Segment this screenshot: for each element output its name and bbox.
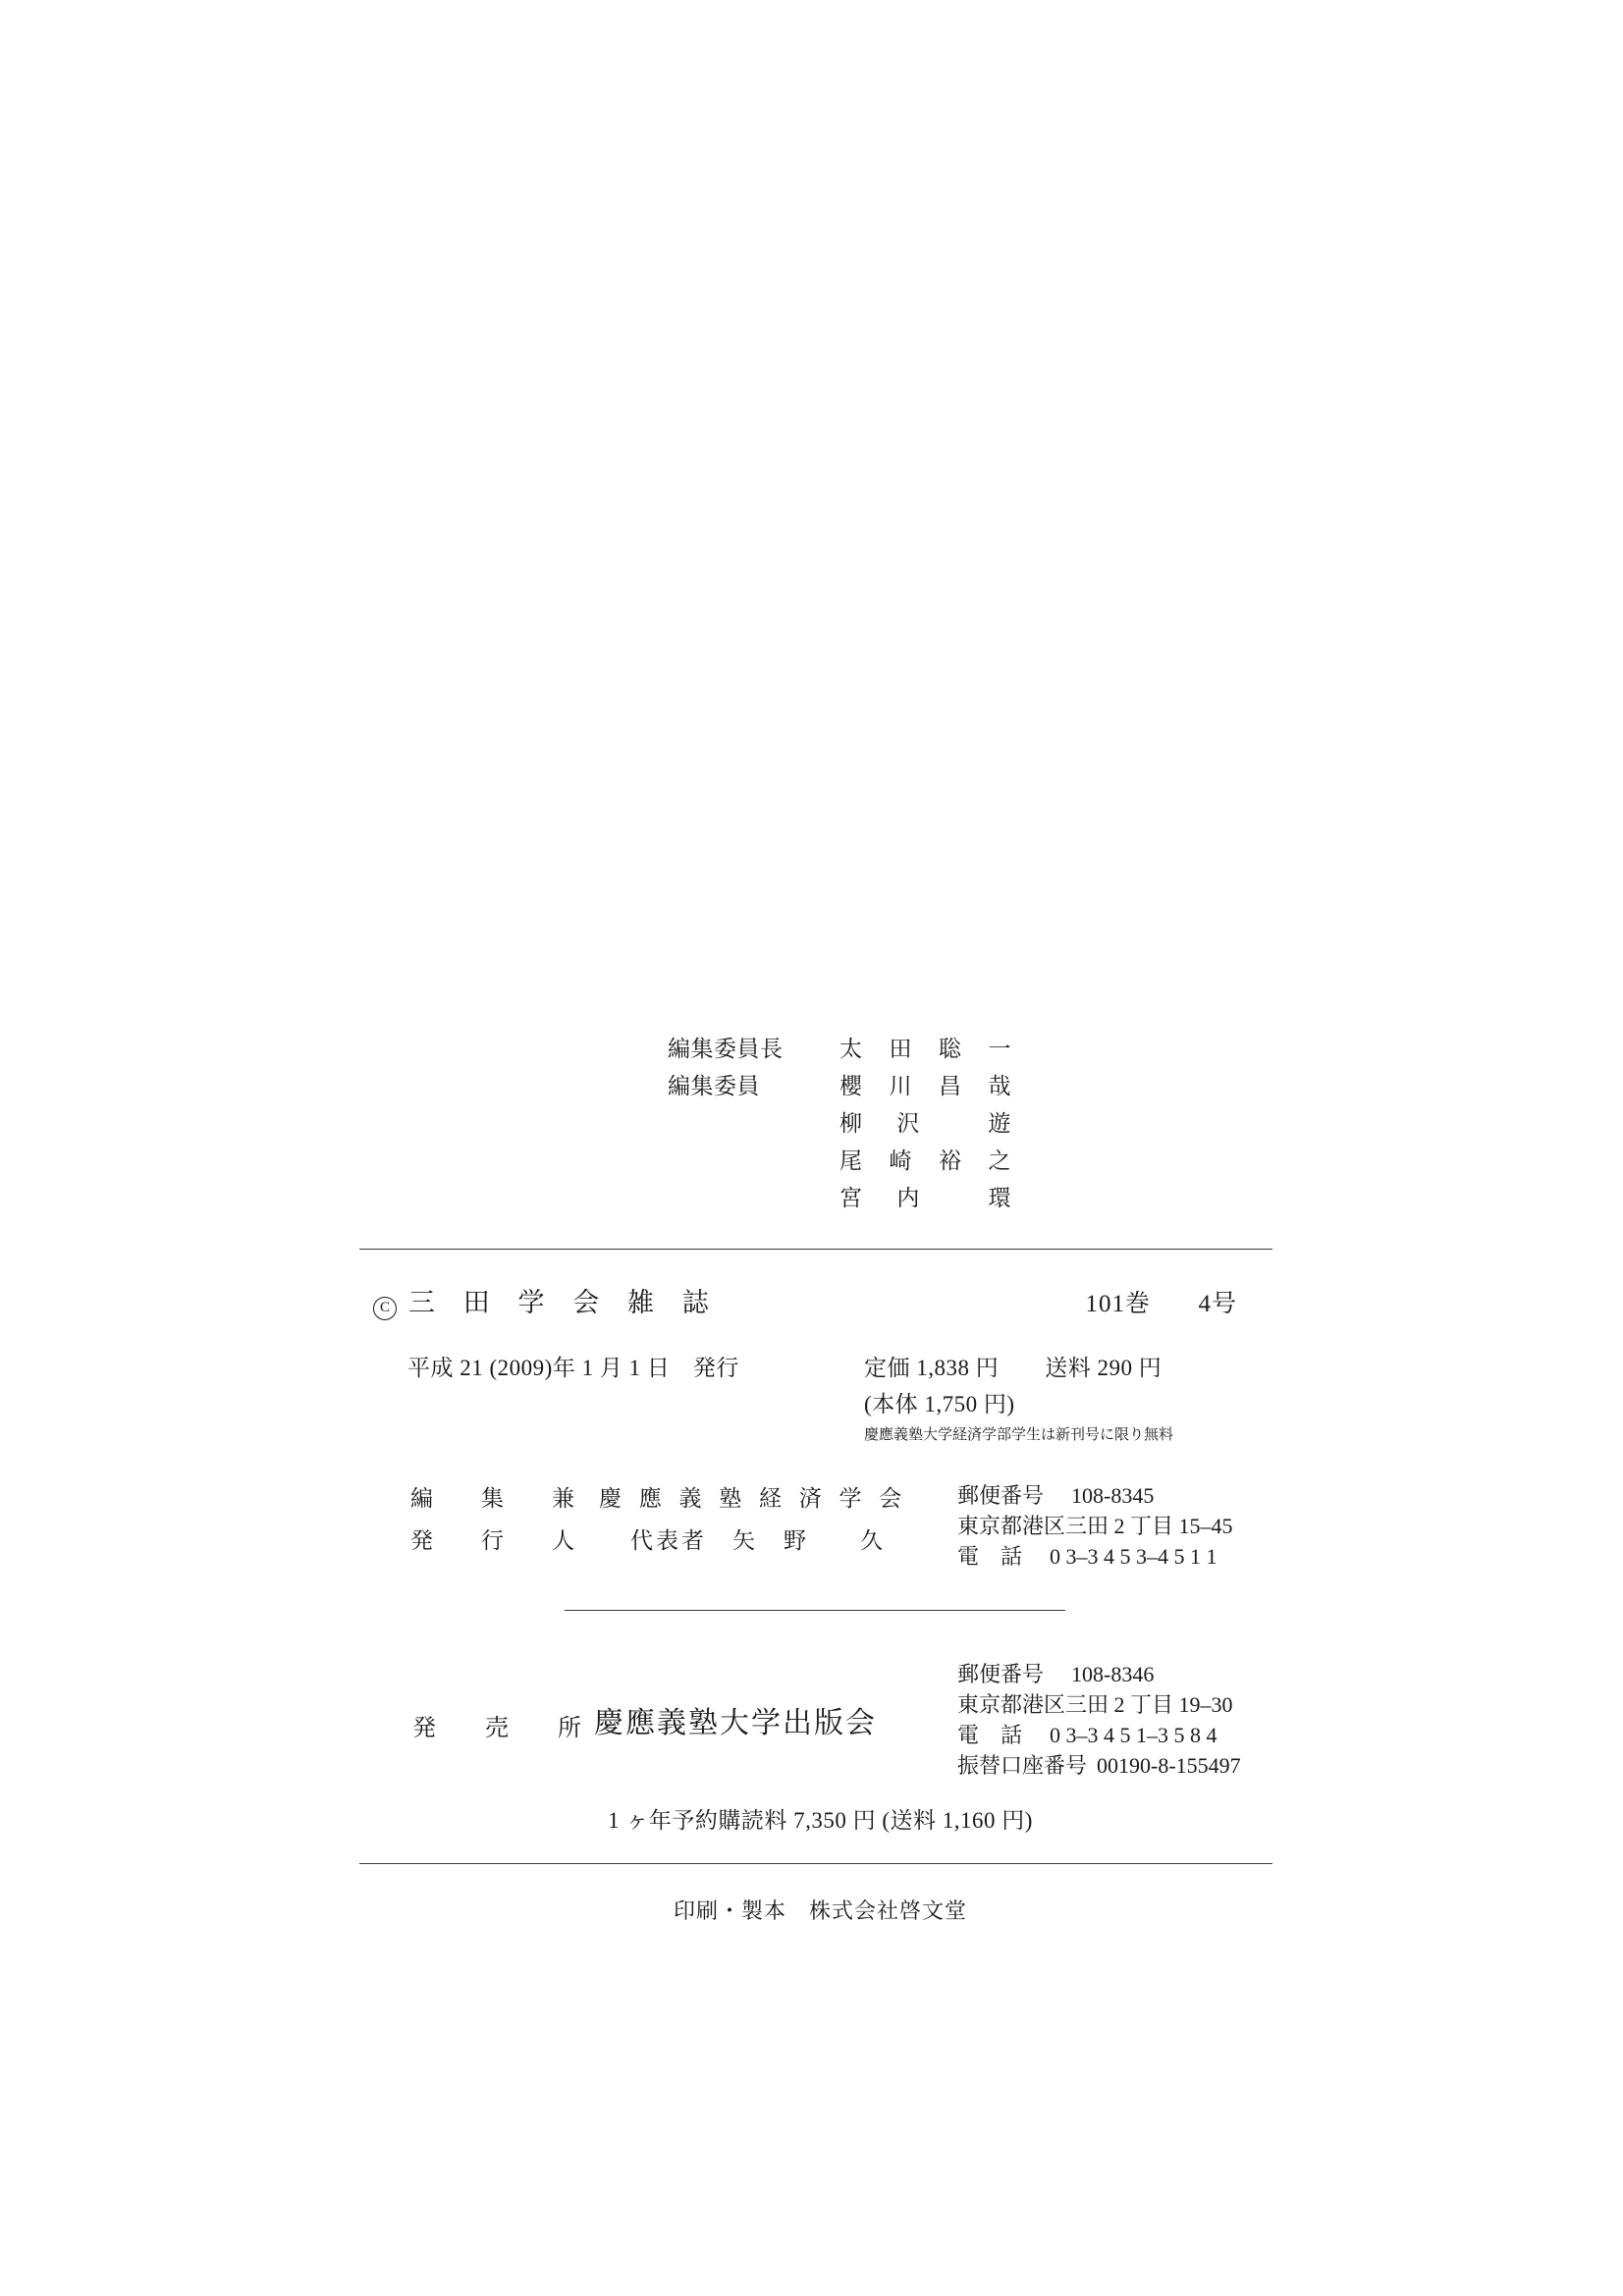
price-base: (本体 1,750 円)	[864, 1392, 1015, 1416]
board-row	[668, 1143, 1080, 1180]
seller-address: 東京都港区三田 2 丁目 19–30	[957, 1692, 1233, 1717]
publisher-label-line2: 発 行 人	[410, 1528, 587, 1553]
board-member-name	[839, 1031, 1011, 1063]
name-char: 櫻	[839, 1074, 863, 1098]
divider-top	[359, 1249, 1272, 1250]
name-char: 裕	[939, 1148, 962, 1173]
board-member-name	[839, 1143, 1011, 1175]
divider-middle	[565, 1610, 1065, 1611]
board-member-name	[839, 1180, 1011, 1212]
publisher-address: 東京都港区三田 2 丁目 15–45	[957, 1514, 1233, 1538]
publisher-label-line1: 編 集 兼	[410, 1486, 587, 1511]
board-row	[668, 1180, 1080, 1217]
board-member-name	[839, 1068, 1011, 1100]
name-char: 聡	[939, 1037, 962, 1061]
name-char: 田	[889, 1037, 912, 1061]
seller-name: 慶應義塾大学出版会	[594, 1707, 877, 1739]
postal-code: 108-8345	[1071, 1483, 1155, 1508]
seller-postal	[957, 1659, 1241, 1689]
copyright-icon: C	[373, 1297, 397, 1320]
publisher-representative: 代表者 矢 野 久	[630, 1528, 886, 1553]
name-char: 哉	[988, 1074, 1011, 1098]
volume-number: 101巻	[1085, 1291, 1151, 1317]
phone-number: 0 3–3 4 5 3–4 5 1 1	[1050, 1544, 1217, 1569]
subscription-rate: 1 ヶ年予約購読料 7,350 円 (送料 1,160 円)	[608, 1808, 1033, 1833]
board-role: 編集委員長	[668, 1037, 784, 1061]
name-char: 環	[988, 1186, 1011, 1210]
seller-label: 発 売 所	[412, 1716, 594, 1741]
editorial-board	[668, 1031, 1080, 1217]
price-block	[864, 1350, 1173, 1444]
board-row	[668, 1105, 1080, 1143]
name-char: 宮	[839, 1186, 863, 1210]
board-role: 編集委員	[668, 1074, 760, 1098]
name-char: 之	[988, 1148, 1011, 1173]
name-char: 遊	[988, 1111, 1011, 1136]
name-char: 沢	[896, 1111, 920, 1136]
phone-label: 電 話	[957, 1544, 1023, 1569]
name-char: 内	[896, 1186, 920, 1210]
seller-phone	[957, 1720, 1241, 1750]
printer-info: 印刷・製本 株式会社啓文堂	[673, 1898, 967, 1923]
transfer-account: 00190-8-155497	[1097, 1753, 1241, 1778]
name-char: 一	[988, 1037, 1011, 1061]
journal-title	[373, 1281, 720, 1320]
price: 定価 1,838 円 送料 290 円	[864, 1356, 1163, 1380]
publisher-phone	[957, 1541, 1233, 1572]
postal-code: 108-8346	[1071, 1662, 1155, 1686]
publisher-name: 慶 應 義 塾 経 済 学 会	[599, 1486, 908, 1511]
name-char: 太	[839, 1037, 863, 1061]
name-char: 尾	[839, 1148, 863, 1173]
phone-number: 0 3–3 4 5 1–3 5 8 4	[1050, 1723, 1217, 1747]
publisher-name-block	[599, 1480, 907, 1555]
phone-label: 電 話	[957, 1723, 1023, 1747]
divider-bottom	[359, 1863, 1272, 1864]
seller-transfer	[957, 1750, 1241, 1781]
journal-name: 三 田 学 会 雑 誌	[408, 1288, 720, 1317]
board-row	[668, 1068, 1080, 1105]
board-row	[668, 1031, 1080, 1068]
name-char: 崎	[889, 1148, 912, 1173]
publisher-labels	[410, 1480, 587, 1555]
board-member-name	[839, 1105, 1011, 1138]
publication-date: 平成 21 (2009)年 1 月 1 日 発行	[407, 1356, 739, 1380]
publisher-contact	[957, 1480, 1233, 1572]
price-note: 慶應義塾大学経済学部学生は新刊号に限り無料	[864, 1427, 1174, 1443]
name-char: 柳	[839, 1111, 863, 1136]
transfer-label: 振替口座番号	[957, 1753, 1088, 1778]
journal-title-line	[373, 1281, 1267, 1320]
postal-label: 郵便番号	[957, 1662, 1045, 1686]
publisher-postal	[957, 1480, 1233, 1511]
name-char: 川	[889, 1074, 912, 1098]
issue-number: 4号	[1198, 1291, 1237, 1317]
seller-contact	[957, 1659, 1241, 1781]
postal-label: 郵便番号	[957, 1483, 1045, 1508]
volume-issue	[1085, 1284, 1267, 1319]
name-char: 昌	[939, 1074, 962, 1098]
